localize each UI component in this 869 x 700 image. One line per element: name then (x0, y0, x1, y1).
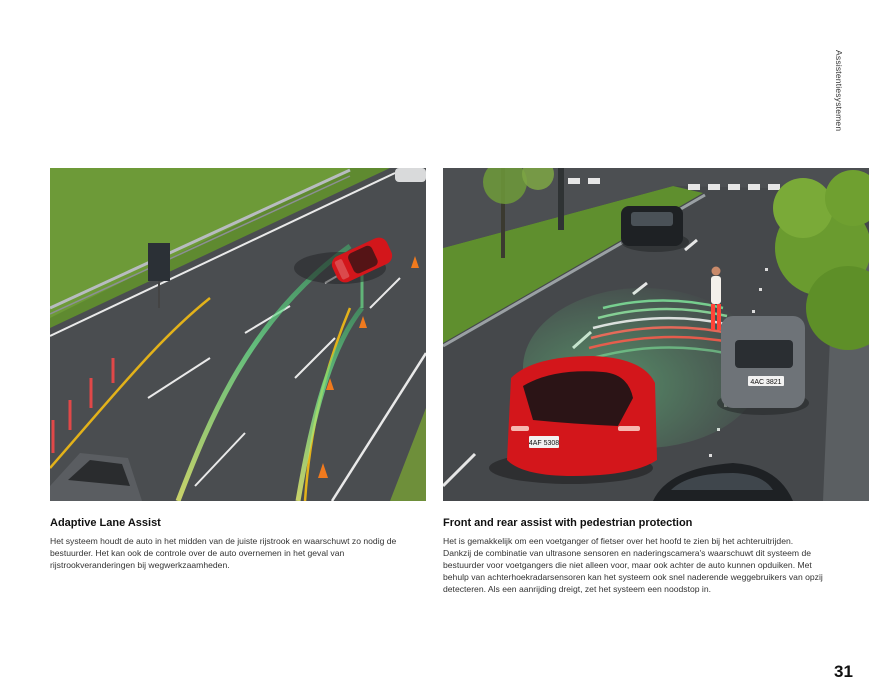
pedestrian-protection-title: Front and rear assist with pedestrian protection (443, 517, 693, 529)
pedestrian-protection-caption (443, 517, 823, 595)
lane-assist-caption (50, 517, 410, 571)
lane-assist-photo (50, 168, 426, 501)
pedestrian-protection-photo (443, 168, 869, 501)
page-number: 31 (834, 662, 853, 681)
lane-assist-title: Adaptive Lane Assist (50, 517, 161, 529)
grey-car-plate: 4AC 3821 (750, 379, 782, 386)
red-car-plate: 4AF 5308 (528, 440, 560, 447)
section-label: Assistentiesystemen (834, 50, 844, 132)
lane-assist-body: Het systeem houdt de auto in het midden van de juiste rijstrook en waarschuwt zo nodig de bestuurder. Het kan ook de controle over de auto overnemen in het geval van rijstrookveranderingen bij wegwerkzaamheden. (50, 536, 397, 570)
pedestrian-protection-body: Het is gemakkelijk om een voetganger of fietser over het hoofd te zien bij het achteruitrijden. Dankzij de combinatie van ultrasone sensoren en naderingscamera's waarschuwt dit systeem de bestuurder voor voetgangers die niet alleen voor, maar ook achter de auto kunnen opduiken. Met behulp van achterhoekradarsensoren kan het systeem ook snel naderende weggebruikers van opzij detecteren. Als een aanrijding dreigt, zet het systeem een noodstop in. (443, 536, 823, 594)
